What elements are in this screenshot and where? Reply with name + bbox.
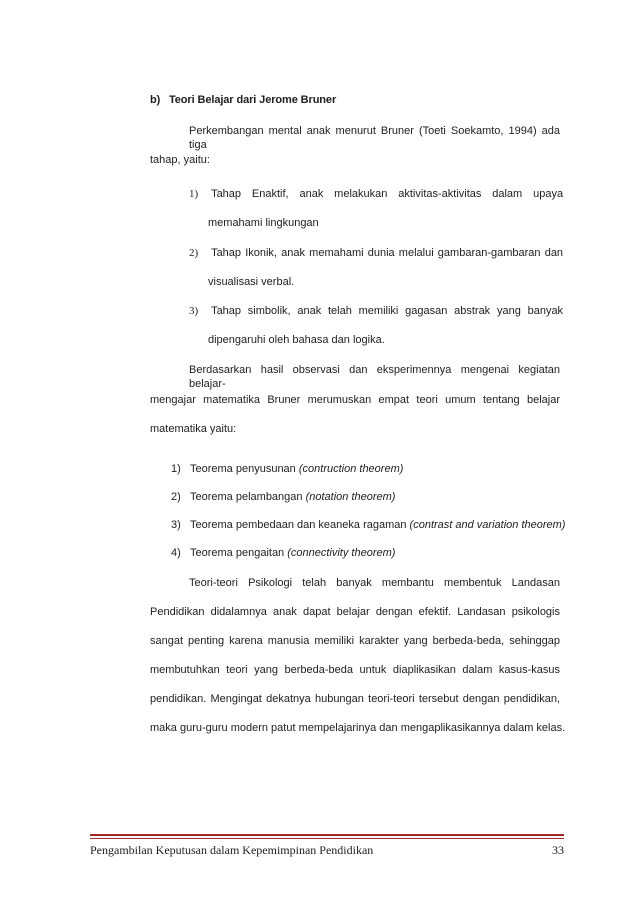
theorem-item-4: [171, 546, 395, 560]
footer-title: Pengambilan Keputusan dalam Kepemimpinan Pendidikan: [90, 843, 374, 857]
para3-line-5: pendidikan. Mengingat dekatnya hubungan teori-teori tersebut dengan pendidikan,: [150, 693, 560, 705]
theorem-2-english: (notation theorem): [305, 491, 396, 503]
page-number: 33: [552, 843, 564, 857]
theorem-4-text: Teorema pengaitan: [190, 547, 288, 559]
theorem-3-text: Teorema pembedaan dan keaneka ragaman: [190, 519, 410, 531]
theorem-2-number: 2): [171, 491, 181, 503]
theorem-1-number: 1): [171, 463, 181, 475]
stage-3-text-line-1: Tahap simbolik, anak telah memiliki gagasan abstrak yang banyak: [211, 305, 564, 317]
section-title: Teori Belajar dari Jerome Bruner: [168, 94, 337, 106]
theorem-4-english: (connectivity theorem): [287, 547, 396, 559]
intro-line-2: tahap, yaitu:: [150, 154, 210, 166]
para3-line-3: sangat penting karena manusia memiliki karakter yang berbeda-beda, sehinggap: [150, 635, 560, 647]
footer-rule-thin: [90, 838, 564, 839]
theorem-item-1: [171, 462, 403, 476]
theorem-item-3: [171, 518, 565, 532]
stage-2-text-line-2: visualisasi verbal.: [208, 276, 295, 288]
para3-line-2: Pendidikan didalamnya anak dapat belajar dengan efektif. Landasan psikologis: [150, 606, 560, 618]
stage-3-number: 3): [189, 305, 199, 317]
theorem-2-text: Teorema pelambangan: [190, 491, 306, 503]
para3-line-6: maka guru-guru modern patut mempelajarinya dan mengaplikasikannya dalam kelas.: [150, 722, 566, 734]
theorem-1-text: Teorema penyusunan: [190, 463, 299, 475]
para3-line-1: Teori-teori Psikologi telah banyak membantu membentuk Landasan: [189, 577, 560, 589]
stage-item-3: [189, 304, 564, 318]
stage-2-text-line-1: Tahap Ikonik, anak memahami dunia melalui gambaran-gambaran dan: [211, 247, 564, 259]
section-heading: [150, 94, 336, 106]
para2-line-2: mengajar matematika Bruner merumuskan empat teori umum tentang belajar: [150, 394, 560, 406]
footer-rule-thick: [90, 834, 564, 836]
stage-1-text-line-2: memahami lingkungan: [208, 217, 319, 229]
theorem-3-number: 3): [171, 519, 181, 531]
stage-item-1: [189, 187, 564, 201]
theorem-3-english: (contrast and variation theorem): [409, 519, 566, 531]
section-marker: b): [150, 94, 161, 106]
stage-3-text-line-2: dipengaruhi oleh bahasa dan logika.: [208, 334, 385, 346]
stage-item-2: [189, 246, 564, 260]
theorem-4-number: 4): [171, 547, 181, 559]
para2-line-3: matematika yaitu:: [150, 423, 237, 435]
stage-2-number: 2): [189, 247, 199, 259]
stage-1-number: 1): [189, 188, 199, 200]
intro-line-1: Perkembangan mental anak menurut Bruner (Toeti Soekamto, 1994) ada tiga: [189, 125, 560, 151]
theorem-1-english: (contruction theorem): [298, 463, 404, 475]
theorem-item-2: [171, 490, 395, 504]
para2-line-1: Berdasarkan hasil observasi dan eksperimennya mengenai kegiatan belajar-: [189, 364, 560, 390]
stage-1-text-line-1: Tahap Enaktif, anak melakukan aktivitas-aktivitas dalam upaya: [211, 188, 564, 200]
para3-line-4: membutuhkan teori yang berbeda-beda untuk diaplikasikan dalam kasus-kasus: [150, 664, 560, 676]
